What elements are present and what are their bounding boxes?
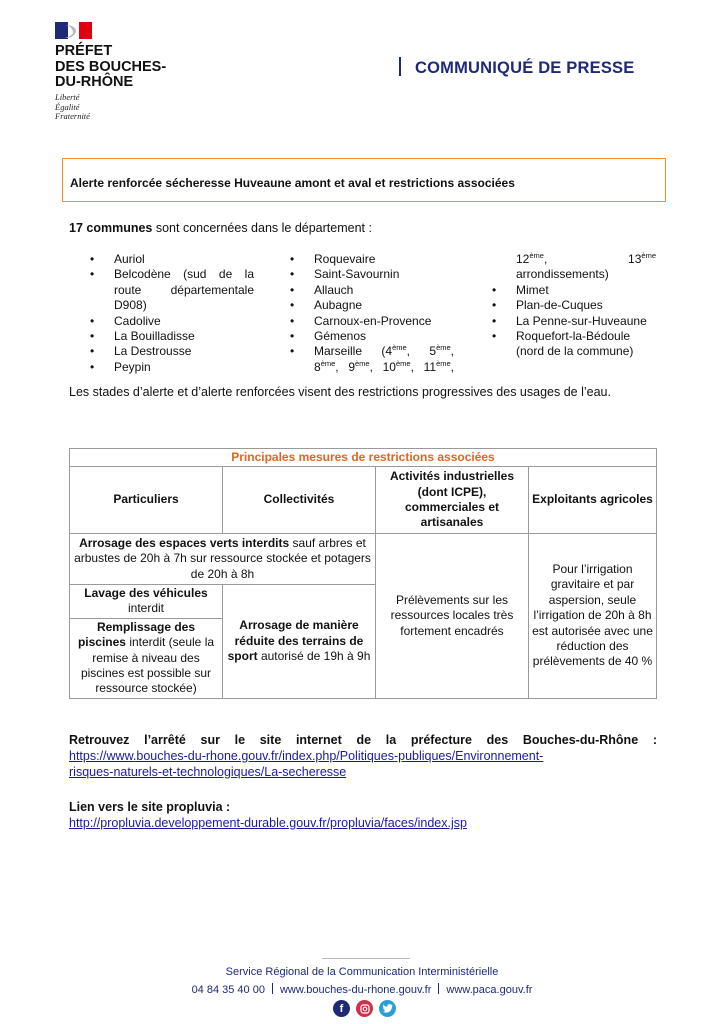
arr-9: 9 (348, 359, 355, 374)
commune-item-marseille: • Marseille (4ème, 5ème, 8ème, 9ème, 10ème, 11ème, (290, 344, 454, 375)
arr-4: 4 (385, 344, 393, 359)
alert-title: Alerte renforcée sécheresse Huveaune amont et aval et restrictions associées (70, 176, 515, 190)
cell-lavage (70, 585, 223, 619)
cell-piscines (70, 618, 223, 698)
arr-8: 8 (314, 359, 321, 374)
propluvia-link[interactable]: http://propluvia.developpement-durable.gouv.fr/propluvia/faces/index.jsp (69, 816, 467, 830)
commune-item: • La Penne-sur-Huveaune (492, 314, 656, 329)
commune-item: • La Destrousse (90, 344, 254, 359)
communes-column-3 (492, 252, 656, 360)
prefet-title (55, 44, 166, 91)
footer-contact (0, 983, 724, 996)
prefet-line-3: DU-RHÔNE (55, 74, 134, 90)
sup-ordinal: ème (392, 343, 407, 353)
prefet-line-1: PRÉFET (55, 43, 113, 59)
cell-prelevements: Prélèvements sur les ressources locales très fortement encadrés (376, 534, 529, 699)
retrouvez-text: Retrouvez l’arrêté sur le site internet de la préfecture des Bouches-du-Rhône : (69, 733, 657, 747)
sup-ordinal: ème (436, 358, 451, 368)
lavage-bold: Lavage des véhicules (84, 586, 208, 600)
header-collectivites: Collectivités (223, 467, 376, 534)
marseille-continued: 12ème, 13ème arrondissements) (516, 251, 656, 282)
communique-label: COMMUNIQUÉ DE PRESSE (415, 59, 635, 77)
prefet-line-2: DES BOUCHES- (55, 58, 167, 75)
sup-ordinal: ème (529, 251, 544, 260)
commune-item: • Mimet (492, 283, 656, 298)
piscines-rest: interdit (seule la remise à niveau des piscines est possible sur ressource stockée) (80, 635, 215, 696)
devise-fraternite: Fraternité (55, 111, 90, 121)
restrictions-table (69, 448, 657, 699)
piscines-bold: Remplissage des piscines (77, 619, 196, 650)
arrosage-bold: Arrosage des espaces verts interdits (79, 535, 290, 550)
sup-ordinal: ème (395, 358, 411, 368)
commune-item: • Gémenos (290, 329, 454, 344)
sport-rest: autorisé de 19h à 9h (257, 649, 371, 664)
intro-rest: sont concernées dans le département : (152, 221, 372, 235)
communes-column-1 (90, 252, 254, 375)
intro-text (69, 221, 372, 235)
commune-item: • La Bouilladisse (90, 329, 254, 344)
footer-divider (322, 958, 410, 959)
arr-11: 11 (423, 359, 437, 374)
footer-separator (438, 983, 439, 994)
arr-12: 12 (516, 252, 530, 266)
commune-item: • Carnoux-en-Provence (290, 314, 454, 329)
marseille-end: arrondissements) (516, 267, 609, 282)
propluvia-title: Lien vers le site propluvia : (69, 800, 231, 814)
marianne-logo (55, 22, 92, 39)
propluvia-link-wrap (69, 816, 467, 830)
communes-column-2 (290, 252, 454, 375)
facebook-icon[interactable]: f (333, 1000, 350, 1017)
commune-item: • Plan-de-Cuques (492, 298, 656, 313)
social-links (333, 1000, 399, 1020)
commune-item: • Auriol (90, 252, 254, 267)
commune-item: • Roquevaire (290, 252, 454, 267)
cell-irrigation: Pour l’irrigation gravitaire et par aspersion, seule l’irrigation de 20h à 8h est autorisée avec une réduction des prélèvements de 40 % (529, 534, 657, 699)
sup-ordinal: ème (355, 358, 370, 368)
commune-item: • Peypin (90, 360, 254, 375)
footer-service: Service Régional de la Communication Interministérielle (225, 966, 499, 978)
retrouvez-block (69, 732, 657, 780)
sup-ordinal: ème (641, 251, 656, 260)
twitter-icon[interactable] (379, 1000, 396, 1017)
footer-phone: 04 84 35 40 00 (191, 984, 265, 996)
commune-item: • Roquefort-la-Bédoule (nord de la commune) (492, 329, 656, 360)
arrosage-rest: sauf arbres et arbustes de 20h à 7h sur ressource stockée et potagers de 20h à 8h (74, 535, 371, 581)
alert-box (62, 158, 666, 202)
arr-10: 10 (382, 359, 396, 374)
table-title: Principales mesures de restrictions associées (70, 449, 657, 467)
commune-item: • Allauch (290, 283, 454, 298)
lavage-rest: interdit (127, 601, 165, 616)
prefecture-link-line2[interactable]: risques-naturels-et-technologiques/La-secheresse (69, 765, 347, 779)
cell-sport (223, 585, 376, 699)
devise-egalite: Égalité (55, 101, 80, 112)
commune-item: • Saint-Savournin (290, 267, 454, 282)
instagram-icon[interactable] (356, 1000, 373, 1017)
marseille-name: Marseille (314, 344, 363, 359)
heading-bar (399, 57, 401, 76)
sport-bold: Arrosage de manière réduite des terrains de sport (227, 618, 364, 664)
communique-heading (399, 57, 634, 78)
communes-count: 17 communes (69, 221, 153, 235)
arr-5: 5 (429, 344, 437, 359)
commune-item: • Cadolive (90, 314, 254, 329)
devise (55, 93, 90, 122)
commune-item: • Belcodène (sud de la route départementale D908) (90, 267, 254, 313)
sup-ordinal: ème (436, 343, 451, 353)
cell-arrosage (70, 534, 376, 585)
footer-site-2[interactable]: www.paca.gouv.fr (446, 984, 533, 996)
stades-text: Les stades d’alerte et d’alerte renforcées visent des restrictions progressives des usages de l’eau. (69, 385, 611, 399)
commune-item: • Aubagne (290, 298, 454, 313)
header-industrie: Activités industrielles (dont ICPE), commerciales et artisanales (376, 467, 529, 534)
devise-liberte: Liberté (55, 92, 80, 102)
prefecture-link-line1[interactable]: https://www.bouches-du-rhone.gouv.fr/index.php/Politiques-publiques/Environnement- (69, 749, 544, 763)
arr-13: 13 (628, 252, 642, 266)
header-agricoles: Exploitants agricoles (529, 467, 657, 534)
footer-site-1[interactable]: www.bouches-du-rhone.gouv.fr (279, 984, 432, 996)
footer-separator (272, 983, 273, 994)
sup-ordinal: ème (320, 358, 336, 368)
header-particuliers: Particuliers (70, 467, 223, 534)
